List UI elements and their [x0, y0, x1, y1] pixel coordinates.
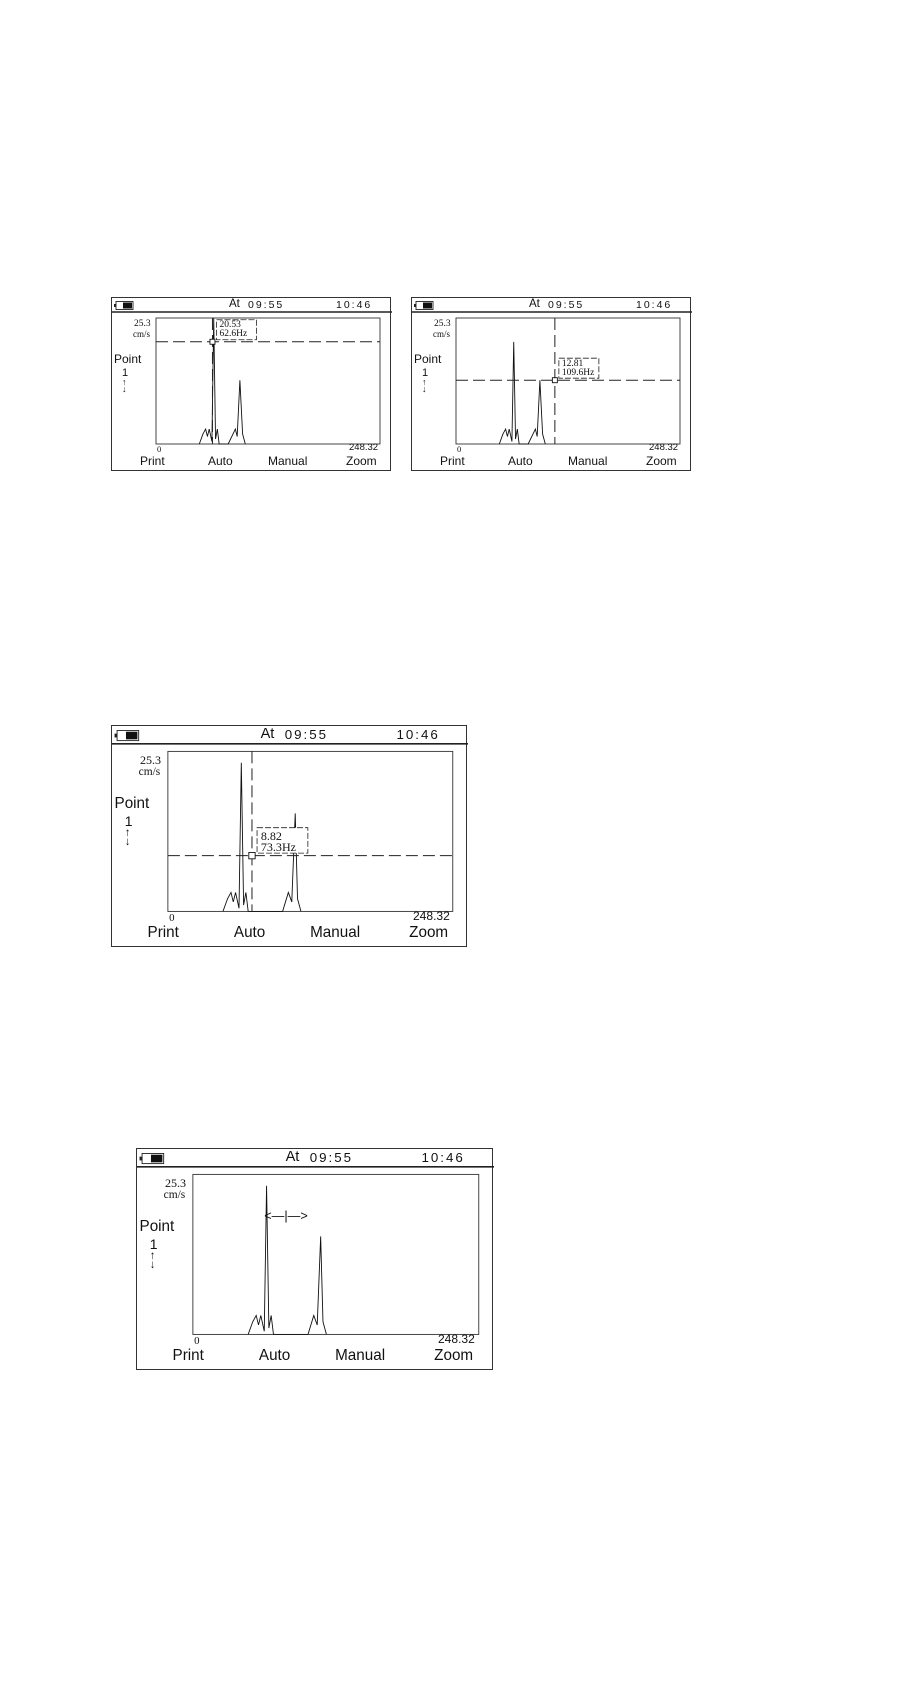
plot-frame — [156, 318, 380, 444]
softkey-print[interactable]: Print — [147, 924, 179, 942]
plot-frame — [456, 318, 680, 444]
cursor-frequency: 109.6Hz — [561, 367, 595, 378]
y-unit-label: cm/s — [433, 329, 450, 339]
at-time: 09:55 — [248, 298, 285, 311]
softkey-manual[interactable]: Manual — [268, 454, 308, 468]
cursor-value: 12.81 — [561, 358, 584, 369]
cursor-frequency: 73.3Hz — [260, 840, 296, 855]
y-unit-label: cm/s — [133, 329, 150, 339]
softkey-zoom[interactable]: Zoom — [434, 1347, 474, 1365]
at-label: At — [529, 297, 540, 310]
battery-icon — [414, 302, 433, 310]
x-max-label: 248.32 — [412, 909, 450, 924]
softkey-auto[interactable]: Auto — [233, 924, 266, 942]
at-time: 09:55 — [284, 726, 329, 742]
at-time: 09:55 — [309, 1149, 354, 1165]
at-label: At — [260, 725, 275, 742]
x-max-label: 248.32 — [349, 442, 379, 453]
clock: 10:46 — [421, 1149, 465, 1165]
clock: 10:46 — [396, 726, 440, 742]
point-number: 1 — [149, 1235, 158, 1252]
x-max-label: 248.32 — [649, 442, 679, 453]
x-min-label: 0 — [157, 444, 162, 454]
spectrum-line — [499, 342, 545, 444]
softkey-auto[interactable]: Auto — [508, 454, 533, 468]
cursor-value: 8.82 — [260, 828, 282, 843]
up-down-arrows-icon[interactable]: ↑ ↓ — [122, 377, 127, 395]
point-number: 1 — [122, 367, 129, 379]
x-min-label: 0 — [194, 1334, 200, 1347]
point-label: Point — [139, 1217, 175, 1235]
softkey-zoom[interactable]: Zoom — [346, 454, 377, 468]
y-max-label: 25.3 — [434, 319, 451, 329]
y-unit-label: cm/s — [163, 1188, 186, 1201]
point-number: 1 — [124, 812, 133, 829]
plot-frame — [168, 751, 453, 911]
point-number: 1 — [422, 367, 429, 379]
screen-2 — [411, 297, 691, 471]
at-label: At — [285, 1148, 300, 1165]
cursor-marker — [249, 852, 255, 858]
y-unit-label: cm/s — [138, 765, 161, 778]
point-label: Point — [114, 352, 142, 366]
clock: 10:46 — [636, 298, 673, 311]
x-min-label: 0 — [169, 911, 175, 924]
softkey-zoom[interactable]: Zoom — [409, 924, 449, 942]
y-max-label: 25.3 — [134, 319, 151, 329]
cursor-frequency: 62.6Hz — [219, 329, 248, 340]
screen-4 — [136, 1148, 493, 1370]
softkey-print[interactable]: Print — [440, 454, 465, 468]
cursor-marker — [210, 339, 215, 344]
softkey-print[interactable]: Print — [172, 1347, 204, 1365]
cursor-value: 20.53 — [219, 320, 241, 331]
battery-icon — [114, 302, 133, 310]
softkey-manual[interactable]: Manual — [335, 1347, 386, 1365]
softkey-auto[interactable]: Auto — [258, 1347, 291, 1365]
point-label: Point — [114, 794, 150, 812]
x-min-label: 0 — [457, 444, 462, 454]
at-time: 09:55 — [548, 298, 585, 311]
cursor-marker — [552, 378, 557, 383]
battery-icon — [140, 1153, 164, 1163]
up-down-arrows-icon[interactable]: ↑ ↓ — [149, 1249, 156, 1271]
plot-frame — [193, 1174, 479, 1334]
screen-1 — [111, 297, 391, 471]
manual-cursor: <—|—> — [264, 1208, 308, 1223]
softkey-manual[interactable]: Manual — [568, 454, 608, 468]
x-max-label: 248.32 — [437, 1332, 475, 1347]
y-max-label: 25.3 — [139, 752, 162, 767]
clock: 10:46 — [336, 298, 373, 311]
softkey-manual[interactable]: Manual — [310, 924, 361, 942]
up-down-arrows-icon[interactable]: ↑ ↓ — [124, 826, 131, 848]
softkey-zoom[interactable]: Zoom — [646, 454, 677, 468]
softkey-auto[interactable]: Auto — [208, 454, 233, 468]
at-label: At — [229, 297, 240, 310]
y-max-label: 25.3 — [164, 1175, 187, 1190]
screen-3 — [111, 725, 467, 947]
up-down-arrows-icon[interactable]: ↑ ↓ — [422, 377, 427, 395]
point-label: Point — [414, 352, 442, 366]
battery-icon — [115, 730, 139, 740]
softkey-print[interactable]: Print — [140, 454, 165, 468]
